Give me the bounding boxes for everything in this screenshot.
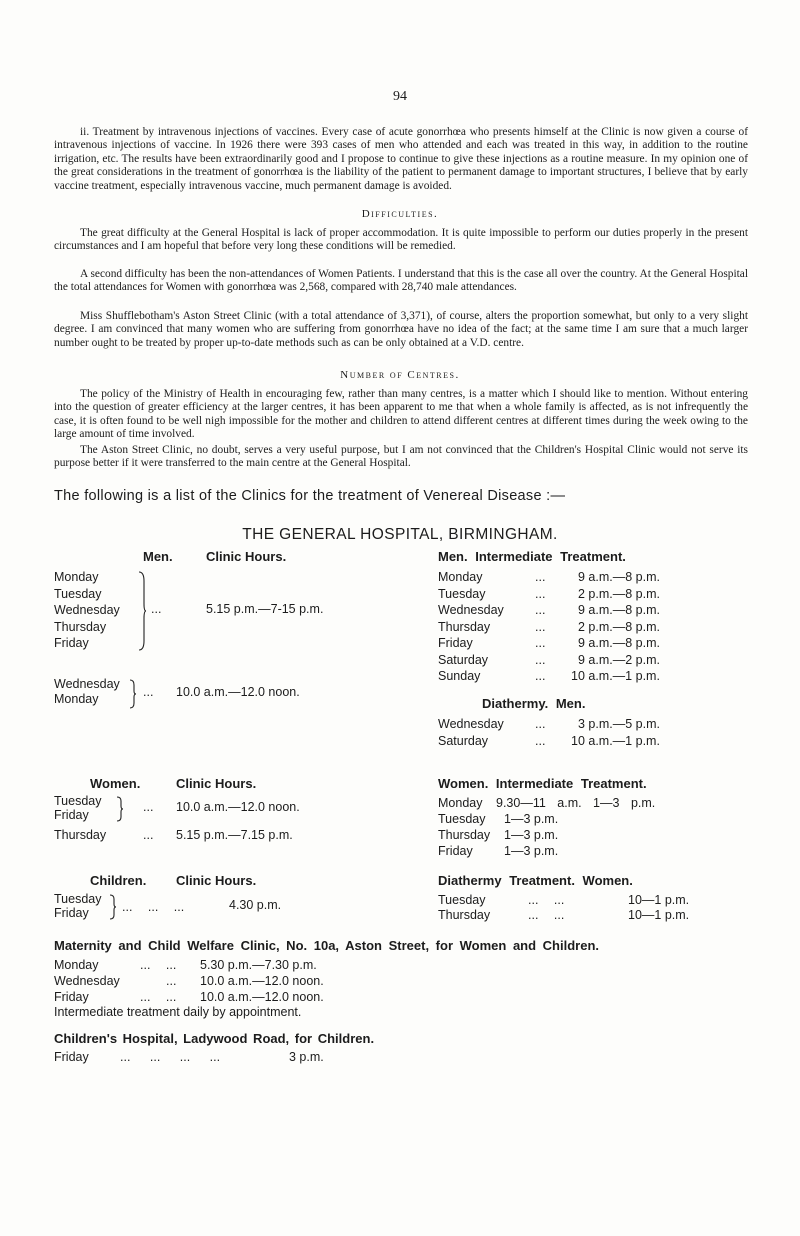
dots: ...	[535, 603, 546, 617]
hours-value: 2 p.m.—8 p.m.	[578, 586, 660, 601]
dots: ...	[535, 717, 546, 731]
heading-difficulties: Difficulties.	[361, 208, 439, 220]
hours-value: 1—3 p.m.	[504, 812, 559, 826]
childrens-hospital-heading: Children's Hospital, Ladywood Road, for Children.	[54, 1031, 375, 1046]
schedule-row	[438, 652, 768, 669]
hours-value: 9 a.m.—2 p.m.	[578, 652, 660, 667]
intro-line: The following is a list of the Clinics for the treatment of Venereal Disease :—	[54, 488, 566, 504]
day-label: Monday	[54, 958, 99, 972]
brace-icon	[115, 796, 125, 822]
dots: ... ... ...	[122, 900, 185, 914]
schedule-row	[438, 811, 768, 827]
paragraph: The policy of the Ministry of Health in encouraging few, rather than many centres, is a matter which I should like to mention. Without entering into the question of greater efficiency at the larger centres, it has been apparent to me that when a whole family is affected, as is not infrequently the case, it is often found to be well nigh impossible for the mother and children to attend different centres at different times during the week owing to the large amount of time involved.	[54, 388, 748, 441]
day-label: Saturday	[438, 733, 489, 748]
hours-value: 9 a.m.—8 p.m.	[578, 636, 660, 650]
schedule-row	[438, 602, 768, 619]
day-label: Tuesday	[438, 586, 486, 601]
day-label: Friday	[54, 906, 89, 920]
hours-value: 5.15 p.m.—7.15 p.m.	[176, 828, 293, 842]
children-clinic-days	[54, 892, 101, 920]
day-label: Tuesday	[54, 892, 102, 906]
hours-value: 9 a.m.—8 p.m.	[578, 570, 660, 584]
day-label: Sunday	[438, 669, 481, 683]
women-heading: Women.	[90, 776, 141, 791]
men-diathermy-heading: Diathermy. Men.	[482, 696, 586, 711]
schedule-row	[438, 843, 768, 859]
page-number: 94	[393, 89, 407, 104]
schedule-row	[438, 893, 768, 908]
men-intermediate-table	[438, 569, 768, 685]
men-clinic-days-2	[54, 677, 120, 707]
schedule-row	[54, 957, 454, 973]
dots: ...	[535, 570, 546, 584]
day-label: Tuesday	[438, 812, 486, 826]
hours-value: 10—1 p.m.	[628, 893, 690, 907]
day-label: Wednesday	[438, 717, 504, 731]
hours-value: 10.0 a.m.—12.0 noon.	[176, 685, 300, 699]
hours-value: 10—1 p.m.	[628, 908, 690, 922]
day-label: Wednesday	[54, 677, 120, 691]
para-aston-street	[54, 310, 748, 360]
paragraph: Miss Shufflebotham's Aston Street Clinic (with a total attendance of 3,371), of course, alters the proportion somewhat, but only to a very slight degree. I am convinced that many women who are suffering from gonorrhœa have no idea of the fact; at the same time I am sure that a much larger number ought to be treated by proper up-to-date methods such as can be only obtained at a V.D. centre.	[54, 310, 748, 349]
dots: ...	[535, 636, 546, 650]
dots: ... ...	[140, 990, 177, 1004]
dots: ...	[143, 685, 154, 699]
paragraph: The great difficulty at the General Hospital is lack of proper accommodation. It is quite impossible to perform our duties properly in the present circumstances and I am hopeful that before very long these conditions will be remedied.	[54, 227, 748, 253]
dots: ...	[143, 800, 154, 814]
dots: ... ...	[140, 958, 177, 972]
day-label: Thursday	[438, 619, 491, 634]
para-childrens-hospital	[54, 444, 748, 481]
para-vaccine-treatment	[54, 126, 748, 203]
day-label: Friday	[54, 1050, 89, 1064]
para-accommodation	[54, 227, 748, 264]
paragraph: The Aston Street Clinic, no doubt, serves a very useful purpose, but I am not convinced that the Children's Hospital Clinic would not serve its purpose better if it were transferred to the main centre at the General Hospital.	[54, 444, 748, 470]
schedule-row	[438, 619, 768, 636]
hours-value: 5.30 p.m.—7.30 p.m.	[200, 958, 317, 972]
women-clinic-days	[54, 794, 101, 822]
para-ministry-policy	[54, 388, 748, 452]
maternity-heading: Maternity and Child Welfare Clinic, No. 10a, Aston Street, for Women and Children.	[54, 938, 599, 953]
hours-value: 10.0 a.m.—12.0 noon.	[200, 990, 324, 1004]
dots: ...	[535, 586, 546, 601]
day-label: Thursday	[54, 619, 107, 634]
hours-value: 9 a.m.—8 p.m.	[578, 603, 660, 617]
day-label: Friday	[54, 636, 89, 650]
hours-value: 10 a.m.—1 p.m.	[571, 733, 660, 748]
day-label: Thursday	[54, 828, 107, 842]
dots: ...	[535, 733, 546, 748]
day-label: Monday	[438, 796, 483, 810]
day-label: Monday	[438, 570, 483, 584]
day-label: Friday	[54, 990, 89, 1004]
schedule-row	[54, 989, 454, 1005]
women-diathermy-heading: Diathermy Treatment. Women.	[438, 873, 633, 888]
day-label: Friday	[438, 844, 473, 858]
hours-value: 1—3 p.m.	[504, 828, 559, 842]
schedule-row	[438, 569, 768, 586]
schedule-row	[438, 635, 768, 652]
hours-value: 5.15 p.m.—7-15 p.m.	[206, 602, 324, 616]
schedule-row	[438, 716, 768, 733]
schedule-row	[54, 973, 454, 989]
clinic-hours-heading: Clinic Hours.	[206, 549, 287, 564]
dots: ...	[535, 652, 546, 667]
hours-value: 1—3 p.m.	[504, 844, 559, 858]
day-label: Saturday	[438, 652, 489, 667]
schedule-row	[438, 733, 768, 750]
hours-value: 3 p.m.	[289, 1050, 324, 1064]
paragraph: ii. Treatment by intravenous injections of vaccines. Every case of acute gonorrhœa who presents himself at the Clinic is now given a course of intravenous injections of vaccine. In 1926 there were 393 cases of men who attended and each was treated in this way, in addition to the routine irrigation, etc. The results have been extraordinarily good and I propose to continue to give these injections as a routine measure. In my opinion one of the great considerations in the treatment of gonorrhœa is the liability of the patient to permanent damage to important structures, I believe that by early vaccine treatment, especially intravenous vaccine, much permanent damage is avoided.	[54, 126, 748, 192]
day-label: Tuesday	[54, 586, 102, 601]
dots: ...	[143, 828, 154, 842]
hours-value: 2 p.m.—8 p.m.	[578, 619, 660, 634]
dots: ...	[535, 669, 546, 683]
day-label: Monday	[54, 692, 99, 706]
men-intermediate-heading: Men. Intermediate Treatment.	[438, 549, 626, 564]
hours-value: 10.0 a.m.—12.0 noon.	[176, 800, 300, 814]
hours-value: 4.30 p.m.	[229, 898, 282, 912]
clinic-hours-heading: Clinic Hours.	[176, 873, 257, 888]
schedule-row	[438, 827, 768, 843]
men-heading: Men.	[143, 549, 173, 564]
day-label: Wednesday	[54, 603, 120, 617]
dots: ... ...	[528, 893, 565, 907]
day-label: Wednesday	[438, 603, 504, 617]
hours-value: 9.30—11 a.m. 1—3 p.m.	[496, 796, 656, 810]
dots: ...	[535, 619, 546, 634]
maternity-table	[54, 957, 454, 1005]
women-intermediate-heading: Women. Intermediate Treatment.	[438, 776, 647, 791]
dots: ... ...	[528, 908, 565, 922]
day-label: Tuesday	[54, 794, 102, 808]
para-non-attendance	[54, 268, 748, 305]
women-diathermy-table	[438, 893, 768, 923]
women-intermediate-table	[438, 795, 768, 859]
men-clinic-days	[54, 569, 120, 652]
day-label: Friday	[54, 808, 89, 822]
day-label: Wednesday	[54, 974, 120, 988]
paragraph: A second difficulty has been the non-attendances of Women Patients. I understand that this is the case all over the country. At the General Hospital the total attendances for Women with gonorrhœa was 2,568, compared with 28,740 male attendances.	[54, 268, 748, 294]
children-heading: Children.	[90, 873, 147, 888]
dots: ...	[151, 602, 162, 616]
brace-icon	[128, 679, 138, 709]
schedule-row	[438, 795, 768, 811]
dots: ...	[166, 974, 177, 988]
schedule-row	[438, 908, 768, 923]
day-label: Monday	[54, 570, 99, 584]
hours-value: 3 p.m.—5 p.m.	[578, 717, 660, 731]
hospital-title: THE GENERAL HOSPITAL, BIRMINGHAM.	[242, 526, 558, 543]
day-label: Tuesday	[438, 893, 486, 907]
brace-icon	[137, 571, 147, 651]
day-label: Thursday	[438, 908, 491, 922]
day-label: Friday	[438, 636, 473, 650]
day-label: Thursday	[438, 828, 491, 842]
heading-number-of-centres: Number of Centres.	[340, 369, 460, 381]
clinic-hours-heading: Clinic Hours.	[176, 776, 257, 791]
schedule-row	[438, 668, 768, 685]
hours-value: 10 a.m.—1 p.m.	[571, 669, 660, 683]
maternity-note: Intermediate treatment daily by appointment.	[54, 1005, 302, 1019]
dots: ... ... ... ...	[120, 1050, 221, 1064]
hours-value: 10.0 a.m.—12.0 noon.	[200, 974, 324, 988]
schedule-row	[438, 586, 768, 603]
men-diathermy-table	[438, 716, 768, 749]
brace-icon	[108, 894, 118, 920]
